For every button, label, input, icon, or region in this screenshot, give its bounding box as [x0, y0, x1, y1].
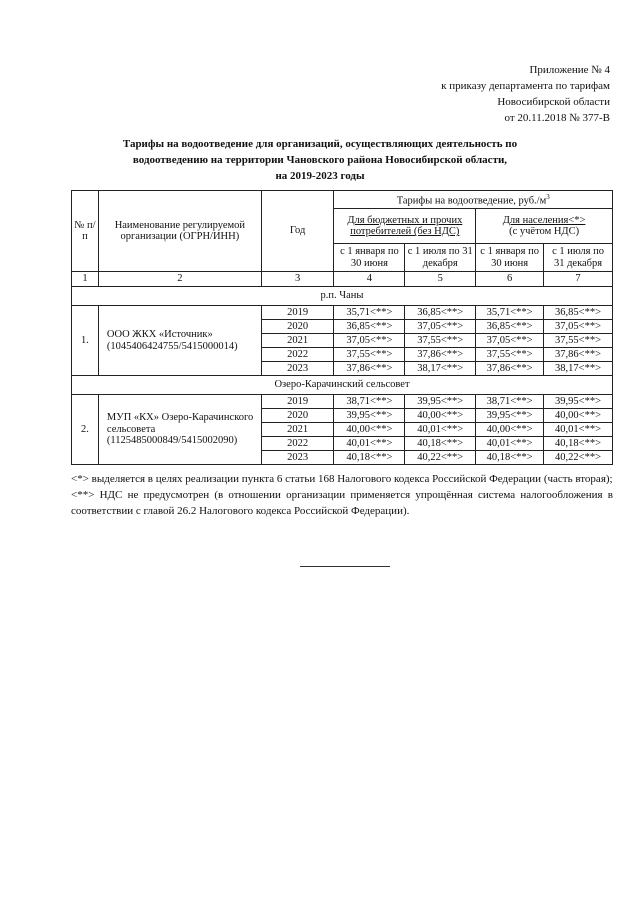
- organization-name: МУП «КХ» Озеро-Карачинского сельсовета (1125485000849/5415002090): [98, 395, 261, 465]
- year-cell: 2023: [261, 451, 334, 465]
- tariff-value: 37,55<**>: [544, 334, 613, 348]
- tariff-value: 40,18<**>: [476, 451, 544, 465]
- tariff-value: 39,95<**>: [544, 395, 613, 409]
- tariff-value: 37,86<**>: [334, 362, 405, 376]
- footnote: <**> НДС не предусмотрен (в отношении организации применяется упрощённая система налогообложения в соответствии с главой 26.2 Налогового кодекса Российской Федерации).: [71, 489, 613, 517]
- header-budget: Для бюджетных и прочих потребителей (без НДС): [334, 209, 476, 244]
- tariff-value: 37,55<**>: [405, 334, 476, 348]
- tariff-value: 38,71<**>: [334, 395, 405, 409]
- title-line: водоотведению на территории Чановского района Новосибирской области,: [132, 154, 508, 166]
- organization-name: ООО ЖКХ «Источник» (1045406424755/5415000014): [98, 306, 261, 376]
- tariff-value: 37,86<**>: [544, 348, 613, 362]
- tariff-value: 40,22<**>: [544, 451, 613, 465]
- tariff-value: 40,01<**>: [334, 437, 405, 451]
- table-row: [72, 395, 613, 409]
- tariff-value: 40,01<**>: [405, 423, 476, 437]
- col-number: 4: [334, 272, 405, 287]
- header-period-4: с 1 июля по 31 декабря: [544, 244, 613, 272]
- tariff-value: 40,01<**>: [544, 423, 613, 437]
- col-number: 2: [98, 272, 261, 287]
- col-number: 1: [72, 272, 99, 287]
- header-period-3: с 1 января по 30 июня: [476, 244, 544, 272]
- footnote: <*> выделяется в целях реализации пункта 6 статьи 168 Налогового кодекса Российской Федерации (часть вторая);: [71, 473, 613, 485]
- tariff-value: 38,71<**>: [476, 395, 544, 409]
- title-line: Тарифы на водоотведение для организаций, осуществляющих деятельность по: [122, 138, 518, 150]
- table-row: [72, 306, 613, 320]
- tariff-value: 37,05<**>: [405, 320, 476, 334]
- group-title: р.п. Чаны: [72, 287, 613, 306]
- header-org: Наименование регулируемой организации (ОГРН/ИНН): [98, 191, 261, 272]
- tariff-value: 37,55<**>: [476, 348, 544, 362]
- document-title: [70, 136, 570, 184]
- header-population: [476, 209, 613, 244]
- tariff-value: 37,05<**>: [544, 320, 613, 334]
- header-tariffs: [334, 191, 613, 209]
- header-population-note: (с учётом НДС): [509, 226, 580, 238]
- tariff-value: 40,00<**>: [544, 409, 613, 423]
- tariff-value: 38,17<**>: [405, 362, 476, 376]
- appendix-line: Приложение № 4: [529, 64, 610, 76]
- tariff-value: 40,01<**>: [476, 437, 544, 451]
- year-cell: 2020: [261, 320, 334, 334]
- year-cell: 2019: [261, 306, 334, 320]
- header-population-label: Для населения<*>: [502, 214, 586, 226]
- year-cell: 2019: [261, 395, 334, 409]
- header-num: № п/п: [72, 191, 99, 272]
- appendix-line: от 20.11.2018 № 377-В: [504, 112, 610, 124]
- tariff-value: 36,85<**>: [476, 320, 544, 334]
- separator-line: [300, 566, 390, 567]
- tariff-value: 40,00<**>: [405, 409, 476, 423]
- tariff-value: 40,18<**>: [544, 437, 613, 451]
- tariff-value: 40,22<**>: [405, 451, 476, 465]
- col-number: 5: [405, 272, 476, 287]
- tariff-value: 40,00<**>: [476, 423, 544, 437]
- row-number: 2.: [72, 395, 99, 465]
- tariff-value: 37,05<**>: [476, 334, 544, 348]
- tariff-value: 35,71<**>: [334, 306, 405, 320]
- tariff-table: [71, 190, 613, 465]
- tariff-value: 37,05<**>: [334, 334, 405, 348]
- tariff-value: 38,17<**>: [544, 362, 613, 376]
- year-cell: 2023: [261, 362, 334, 376]
- tariff-value: 39,95<**>: [334, 409, 405, 423]
- year-cell: 2022: [261, 348, 334, 362]
- tariff-value: 36,85<**>: [544, 306, 613, 320]
- col-number: 3: [261, 272, 334, 287]
- row-number: 1.: [72, 306, 99, 376]
- header-year: Год: [261, 191, 334, 272]
- year-cell: 2022: [261, 437, 334, 451]
- tariff-value: 37,86<**>: [405, 348, 476, 362]
- appendix-header: [441, 62, 610, 126]
- tariff-value: 35,71<**>: [476, 306, 544, 320]
- appendix-line: Новосибирской области: [497, 96, 610, 108]
- col-number: 7: [544, 272, 613, 287]
- tariff-value: 36,85<**>: [334, 320, 405, 334]
- tariff-value: 39,95<**>: [405, 395, 476, 409]
- tariff-value: 36,85<**>: [405, 306, 476, 320]
- year-cell: 2021: [261, 334, 334, 348]
- year-cell: 2021: [261, 423, 334, 437]
- footnotes: [71, 471, 613, 519]
- tariff-value: 40,00<**>: [334, 423, 405, 437]
- appendix-line: к приказу департамента по тарифам: [441, 80, 610, 92]
- tariff-value: 40,18<**>: [405, 437, 476, 451]
- tariff-value: 37,55<**>: [334, 348, 405, 362]
- header-tariffs-text: Тарифы на водоотведение, руб./м: [396, 195, 547, 207]
- col-number: 6: [476, 272, 544, 287]
- year-cell: 2020: [261, 409, 334, 423]
- header-period-1: с 1 января по 30 июня: [334, 244, 405, 272]
- title-line: на 2019-2023 годы: [275, 170, 365, 182]
- tariff-value: 40,18<**>: [334, 451, 405, 465]
- group-title: Озеро-Карачинский сельсовет: [72, 376, 613, 395]
- tariff-value: 39,95<**>: [476, 409, 544, 423]
- header-tariffs-sup: 3: [546, 193, 550, 202]
- tariff-value: 37,86<**>: [476, 362, 544, 376]
- header-period-2: с 1 июля по 31 декабря: [405, 244, 476, 272]
